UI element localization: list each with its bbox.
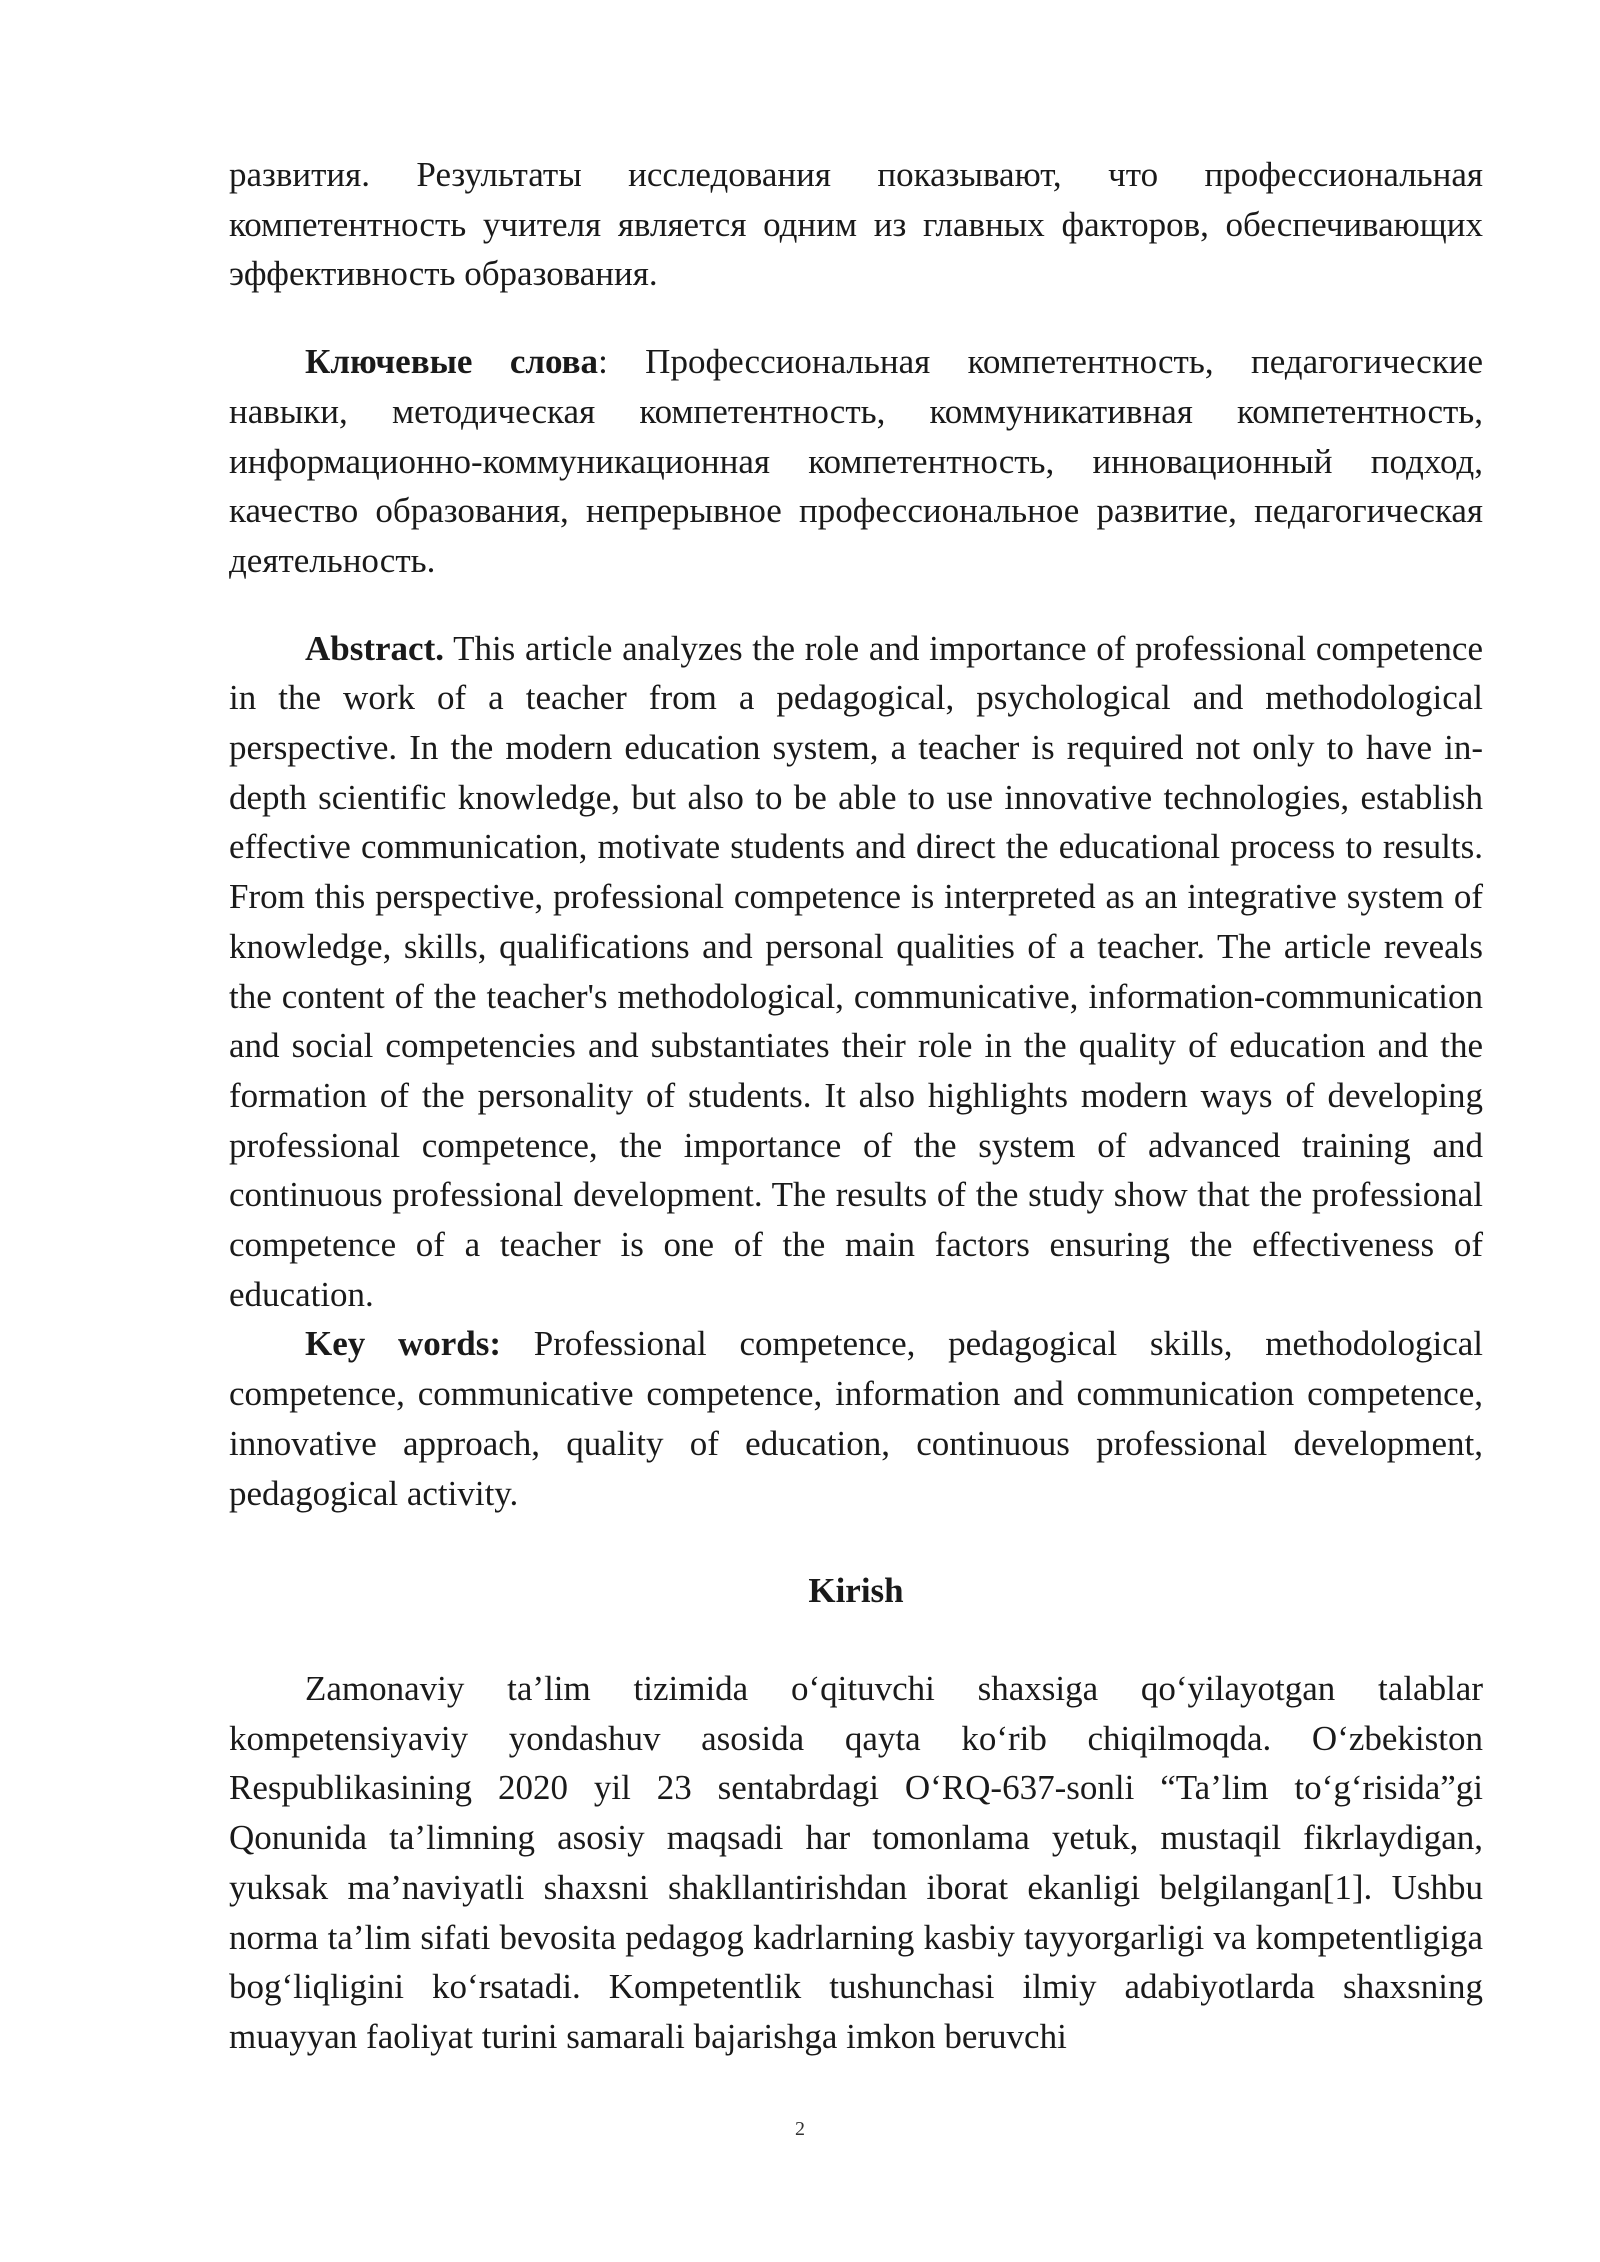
page-number: 2 — [795, 2118, 805, 2140]
ru-keywords-paragraph — [229, 337, 1483, 586]
ru-keywords-label: Ключевые слова — [305, 342, 599, 382]
abstract-label: Abstract. — [305, 628, 444, 668]
section-heading: Kirish — [808, 1571, 904, 1611]
abstract-text: This article analyzes the role and importance of professional competence in the work of a teacher from a pedagogical, psychological and methodological perspective. In the modern education system, a teacher is required not only to have in-depth scientific knowledge, but also to be able to use innovative technologies, establish effective communication, motivate students and direct the educational process to results. From this perspective, professional competence is interpreted as an integrative system of knowledge, skills, qualifications and personal qualities of a teacher. The article reveals the content of the teacher's methodological, communicative, information-communication and social competencies and substantiates their role in the quality of education and the formation of the personality of students. It also highlights modern ways of developing professional competence, the importance of the system of advanced training and continuous professional development. The results of the study show that the professional competence of a teacher is one of the main factors ensuring the effectiveness of education. — [229, 628, 1483, 1314]
intro-paragraph: Zamonaviy ta’lim tizimida o‘qituvchi shaxsiga qo‘yilayotgan talablar kompetensiyaviy yondashuv asosida qayta ko‘rib chiqilmoqda. O‘zbekiston Respublikasining 2020 yil 23 sentabrdagi O‘RQ-637-sonli “Ta’lim to‘g‘risida”gi Qonunida ta’limning asosiy maqsadi har tomonlama yetuk, mustaqil fikrlaydigan, yuksak ma’naviyatli shaxsni shakllantirishdan iborat ekanligi belgilangan[1]. Ushbu norma ta’lim sifati bevosita pedagog kadrlarning kasbiy tayyorgarligi va kompetentligiga bog‘liqligini ko‘rsatadi. Kompetentlik tushunchasi ilmiy adabiyotlarda shaxsning muayyan faoliyat turini samarali bajarishga imkon beruvchi — [229, 1668, 1483, 2056]
ru-abstract-tail: развития. Результаты исследования показывают, что профессиональная компетентность учителя является одним из главных факторов, обеспечивающих эффективность образования. — [229, 155, 1483, 294]
en-keywords-label: Key words: — [305, 1324, 502, 1364]
abstract-paragraph — [229, 624, 1483, 1320]
en-keywords-paragraph — [229, 1319, 1483, 1518]
page-body — [229, 150, 1483, 2062]
ru-keywords-text: : Профессиональная компетентность, педагогические навыки, методическая компетентность, коммуникативная компетентность, информационно-коммуникационная компетентность, инновационный подход, качество образования, непрерывное профессиональное развитие, педагогическая деятельность. — [229, 342, 1483, 580]
en-keywords-text: Professional competence, pedagogical skills, methodological competence, communicative competence, information and communication competence, innovative approach, quality of education, continuous professional development, pedagogical activity. — [229, 1324, 1483, 1513]
